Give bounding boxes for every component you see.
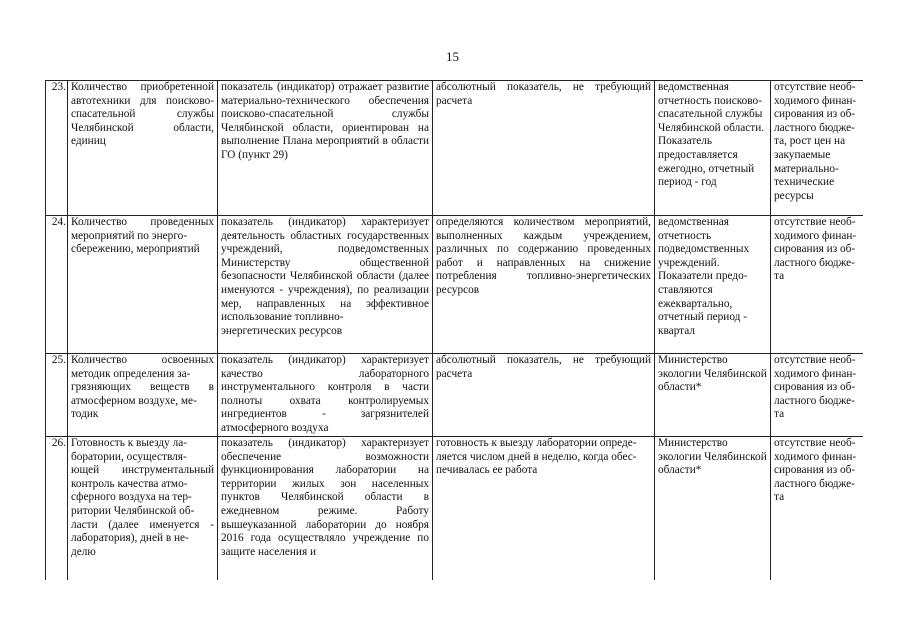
indicator-description: показатель (индикатор) характеризует обеспечение возможности функционирования лаборатории на территории жилых зон населенных пунктов Челябинской области в ежедневном режиме. Работу вышеуказанной лаборатории до ноября 2016 года осуществляло учреждение по защите населения и: [221, 437, 429, 558]
data-source: Министерство экологии Челябинской области*: [658, 437, 767, 477]
row-number: 24.: [46, 216, 68, 354]
risk-factors: отсутствие необ- ходимого финан- сирования из об- ластного бюдже- та: [774, 354, 857, 421]
table-row: [46, 216, 864, 354]
risk-factors: отсутствие необ- ходимого финан- сирования из об- ластного бюдже- та: [774, 437, 857, 504]
row-number: 23.: [46, 81, 68, 216]
table-row: [46, 81, 864, 216]
indicator-name: Количество проведенных мероприятий по энерго- сбережению, мероприятий: [71, 216, 214, 256]
calculation-method: готовность к выезду лаборатории опреде- ляется числом дней в неделю, когда обес- печивалась ее работа: [436, 437, 637, 477]
page-number: 15: [446, 49, 459, 64]
indicator-description: показатель (индикатор) характеризует деятельность областных государственных учреждений, подведомственных Министерству общественной безопасности Челябинской области (далее именуются - учреждения), по реализации мер, направленных на эффективное использование топливно- энергетических ресурсов: [221, 216, 429, 337]
data-source: ведомственная отчетность подведомственных учреждений. Показатели предо- ставляются ежеквартально, отчетный период - квартал: [658, 216, 750, 337]
table-row: [46, 437, 864, 581]
table-row: [46, 354, 864, 437]
calculation-method: абсолютный показатель, не требующий расчета: [436, 81, 651, 107]
indicator-name: Количество приобретенной автотехники для поисково-спасательной службы Челябинской области, единиц: [71, 81, 214, 148]
data-source: ведомственная отчетность поисково- спасательной службы Челябинской области. Показатель предоставляется ежегодно, отчетный период - год: [658, 81, 765, 189]
indicator-description: показатель (индикатор) характеризует качество лабораторного инструментального контроля в части полноты охвата контролируемых ингредиентов - загрязнителей атмосферного воздуха: [221, 354, 429, 434]
data-source: Министерство экологии Челябинской области*: [658, 354, 767, 394]
indicator-name: Готовность к выезду ла- боратории, осуществля- ющей инструментальный контроль качества атмо- сферного воздуха на тер- ритории Челябинской об- ласти (далее именуется - лаборатория), дней в не- делю: [71, 437, 214, 558]
risk-factors: отсутствие необ- ходимого финан- сирования из об- ластного бюдже- та, рост цен на закупаемые материально- технические ресурсы: [774, 81, 857, 202]
risk-factors: отсутствие необ- ходимого финан- сирования из об- ластного бюдже- та: [774, 216, 857, 283]
row-number: 25.: [46, 354, 68, 437]
indicator-description: показатель (индикатор) отражает развитие материально-технического обеспечения поисково-спасательной службы Челябинской области, ориентирован на выполнение Плана мероприятий в области ГО (пункт 29): [221, 81, 429, 161]
indicator-name: Количество освоенных методик определения за- грязняющих веществ в атмосферном воздухе, ме- тодик: [71, 354, 214, 421]
calculation-method: абсолютный показатель, не требующий расчета: [436, 354, 651, 380]
indicator-table-grid: [45, 80, 863, 580]
indicator-table: [45, 80, 863, 580]
calculation-method: определяются количеством мероприятий, выполненных каждым учреждением, различных по содержанию проведенных работ и направленных на снижение потребления топливно-энергетических ресурсов: [436, 216, 651, 296]
row-number: 26.: [46, 437, 68, 581]
